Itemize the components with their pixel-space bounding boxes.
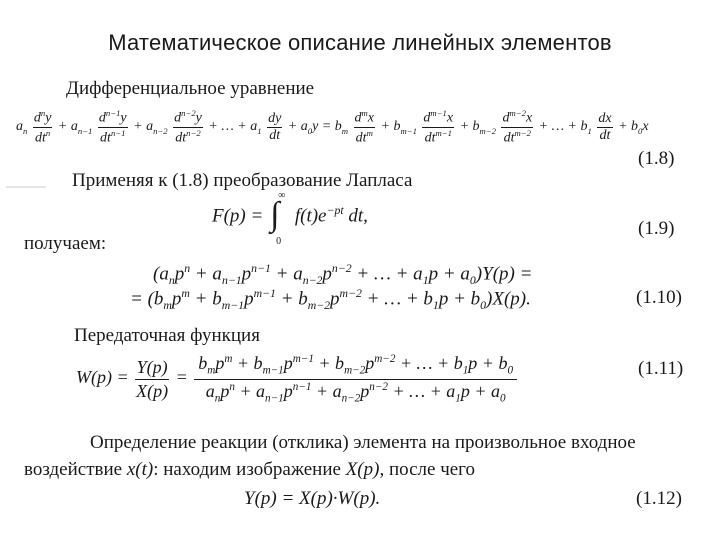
equation-transfer-function: W(p) = $\frac{Y(p)}{X(p)}$ = $\frac{b_mp^m + b_{m-1}p^{m-1} + b_{m-2}p^{m-2} + \dots + b_1p + b_0}{a_np^n + a_{n-1}p^{n-1} + a_{n-2}p^{n-2} + \dots + a_1p + a_0}$: [76, 352, 519, 406]
equation-number-1-10: (1.10): [636, 287, 682, 308]
equation-laplace: [212, 190, 368, 247]
definition-text-a: воздействие: [24, 459, 127, 480]
integral-sign: ∫: [270, 196, 280, 233]
equation-number-1-12: (1.12): [636, 488, 682, 509]
laplace-lhs: F(p) =: [212, 205, 264, 227]
equation-number-1-9: (1.9): [638, 218, 675, 239]
applying-laplace-text: Применяя к (1.8) преобразование Лапласа: [72, 170, 413, 191]
integral-lower-limit: 0: [276, 236, 282, 247]
definition-input-signal: x(t): [126, 459, 154, 480]
decorative-divider: [6, 186, 46, 188]
integral-upper-limit: ∞: [278, 190, 286, 201]
obtain-text: получаем:: [24, 233, 107, 254]
equation-number-1-8: (1.8): [638, 148, 675, 169]
definition-line-1: Определение реакции (отклика) элемента на произвольное входное: [90, 432, 636, 453]
definition-image: X(p): [345, 459, 380, 480]
definition-text-c: , после чего: [379, 459, 476, 480]
equation-differential: $a_n$ $\frac{d^ny}{dt^n}$ + $a_{n-1}$ $\frac{d^{n-1}y}{dt^{n-1}}$ + $a_{n-2}$ $\frac{d^{n-2}y}{dt^{n-2}}$ + … + $a_1$ $\frac{dy}{dt}$ + $a_0y = b_m$ $\frac{d^mx}{dt^m}$ + $b_{m-1}$ $\frac{d^{m-1}x}{dt^{m-1}}$ + $b_{m-2}$ $\frac{d^{m-2}x}{dt^{m-2}}$ + … + $b_1$ $\frac{dx}{dt}$ + $b_0x$: [16, 108, 649, 146]
page-title: Математическое описание линейных элементов: [108, 30, 612, 55]
section-label-differential: Дифференциальное уравнение: [66, 78, 315, 99]
laplace-exponent: −pt: [326, 204, 344, 218]
laplace-integrand: f(t)e: [294, 205, 327, 227]
definition-text-b: : находим изображение: [153, 459, 346, 480]
definition-line-2: [24, 459, 475, 481]
equation-result: Y(p) = X(p)·W(p).: [244, 488, 381, 509]
laplace-dt: dt,: [348, 205, 368, 227]
transfer-function-label: Передаточная функция: [74, 325, 260, 346]
equation-polynomial-line-1: ($a_np^n + a_{n-1}p^{n-1} + a_{n-2}p^{n-2}$ + … + $a_1p + a_0)Y(p)$ =: [153, 262, 533, 288]
equation-polynomial-line-2: = ($b_mp^m + b_{m-1}p^{m-1} + b_{m-2}p^{m-2}$ + … + $b_1p + b_0)X(p)$.: [130, 287, 531, 313]
equation-number-1-11: (1.11): [638, 358, 684, 379]
